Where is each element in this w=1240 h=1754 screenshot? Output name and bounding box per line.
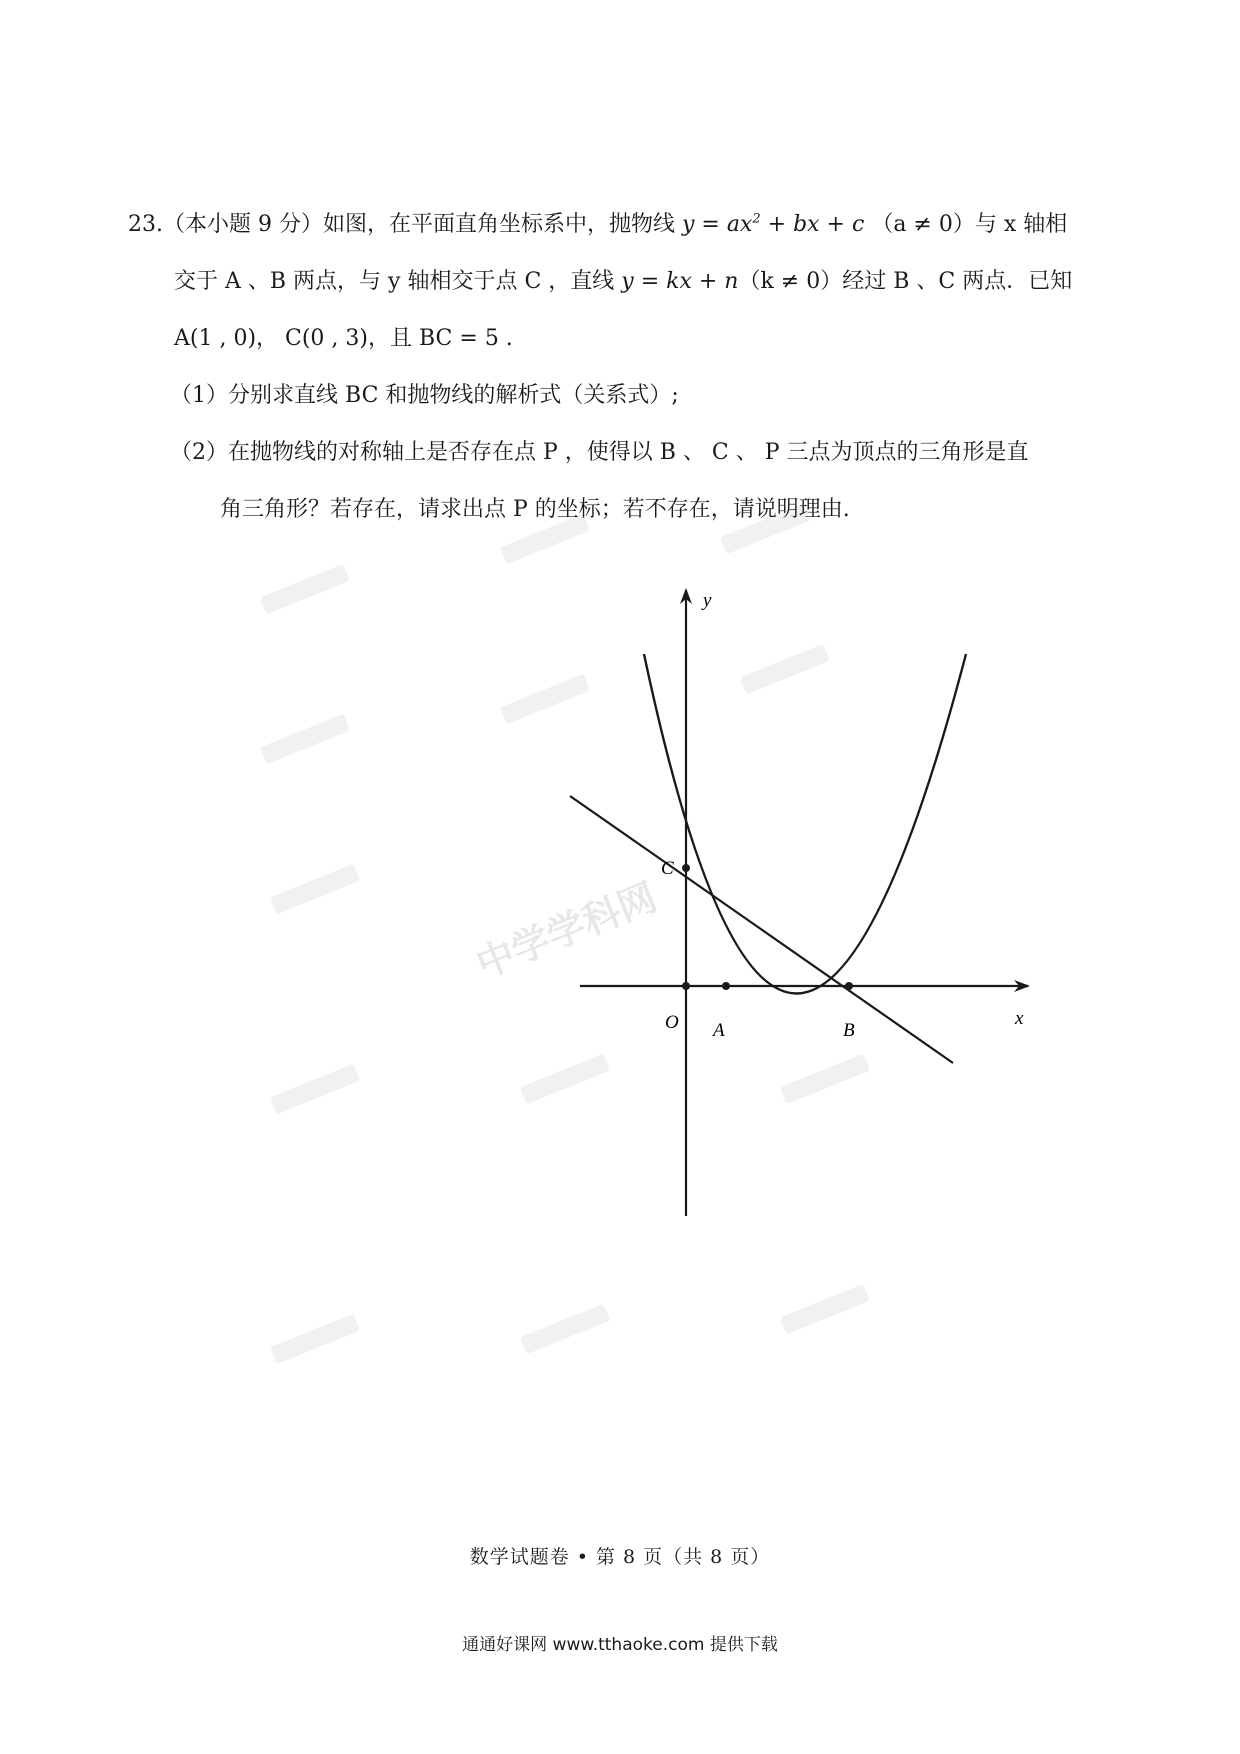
problem-line-3: A(1 , 0)， C(0 , 3)，且 BC = 5 .: [174, 326, 513, 351]
score-note: （本小题 9 分）: [163, 212, 323, 237]
point-c: [682, 864, 690, 872]
problem-text: 如图，在平面直角坐标系中，抛物线: [322, 212, 675, 237]
watermark-logo: [270, 1314, 360, 1364]
parabola-eq-tail: + bx + c: [760, 212, 865, 237]
origin-label: O: [665, 1012, 679, 1033]
part-2: （2）在抛物线的对称轴上是否存在点 P ，使得以 B 、 C 、 P 三点为顶点的三角形是直: [170, 440, 1029, 465]
figure-svg: [560, 578, 1040, 1238]
part-1: （1）分别求直线 BC 和抛物线的解析式（关系式）;: [170, 383, 679, 408]
coordinate-figure: [560, 578, 1040, 1238]
problem-text: 经过 B 、C 两点．已知: [842, 269, 1073, 294]
x-axis-label: x: [1015, 1008, 1024, 1029]
parabola-equation: [682, 212, 864, 237]
line-condition: （k ≠ 0）: [738, 269, 843, 294]
problem-text: 交于 A 、B 两点，与 y 轴相交于点 C ，直线: [174, 269, 615, 294]
line-bc: [570, 796, 953, 1063]
point-b-label: B: [843, 1020, 855, 1041]
watermark-logo: [270, 864, 360, 914]
problem-text: 与 x 轴相: [974, 212, 1068, 237]
point-a: [722, 982, 730, 990]
point-c-label: C: [661, 858, 674, 879]
line-equation: y = kx + n: [621, 269, 739, 294]
parabola-condition: （a ≠ 0）: [871, 212, 975, 237]
watermark-text: 中学学科网: [469, 874, 663, 987]
y-axis-label: y: [703, 590, 712, 611]
watermark-logo: [520, 1304, 610, 1354]
parabola-eq-head: y = ax: [682, 212, 753, 237]
problem-line-1: [128, 196, 1068, 253]
page-footer: 数学试题卷 • 第 8 页（共 8 页）: [469, 1546, 771, 1568]
point-o: [682, 982, 690, 990]
source-credit: 通通好课网 www.tthaoke.com 提供下载: [462, 1635, 778, 1655]
parabola-eq-exponent: 2: [752, 211, 761, 227]
parabola-curve: [644, 654, 966, 994]
watermark-logo: [270, 1064, 360, 1114]
watermark-logo: [780, 1284, 870, 1334]
point-b: [845, 982, 853, 990]
problem-number: 23.: [128, 212, 163, 237]
point-a-label: A: [713, 1020, 725, 1041]
problem-23: [128, 196, 1073, 538]
part-2-continued: 角三角形？若存在，请求出点 P 的坐标；若不存在，请说明理由.: [220, 497, 850, 522]
watermark-logo: [260, 714, 350, 764]
problem-line-2: [128, 253, 1073, 310]
watermark-logo: [260, 564, 350, 614]
